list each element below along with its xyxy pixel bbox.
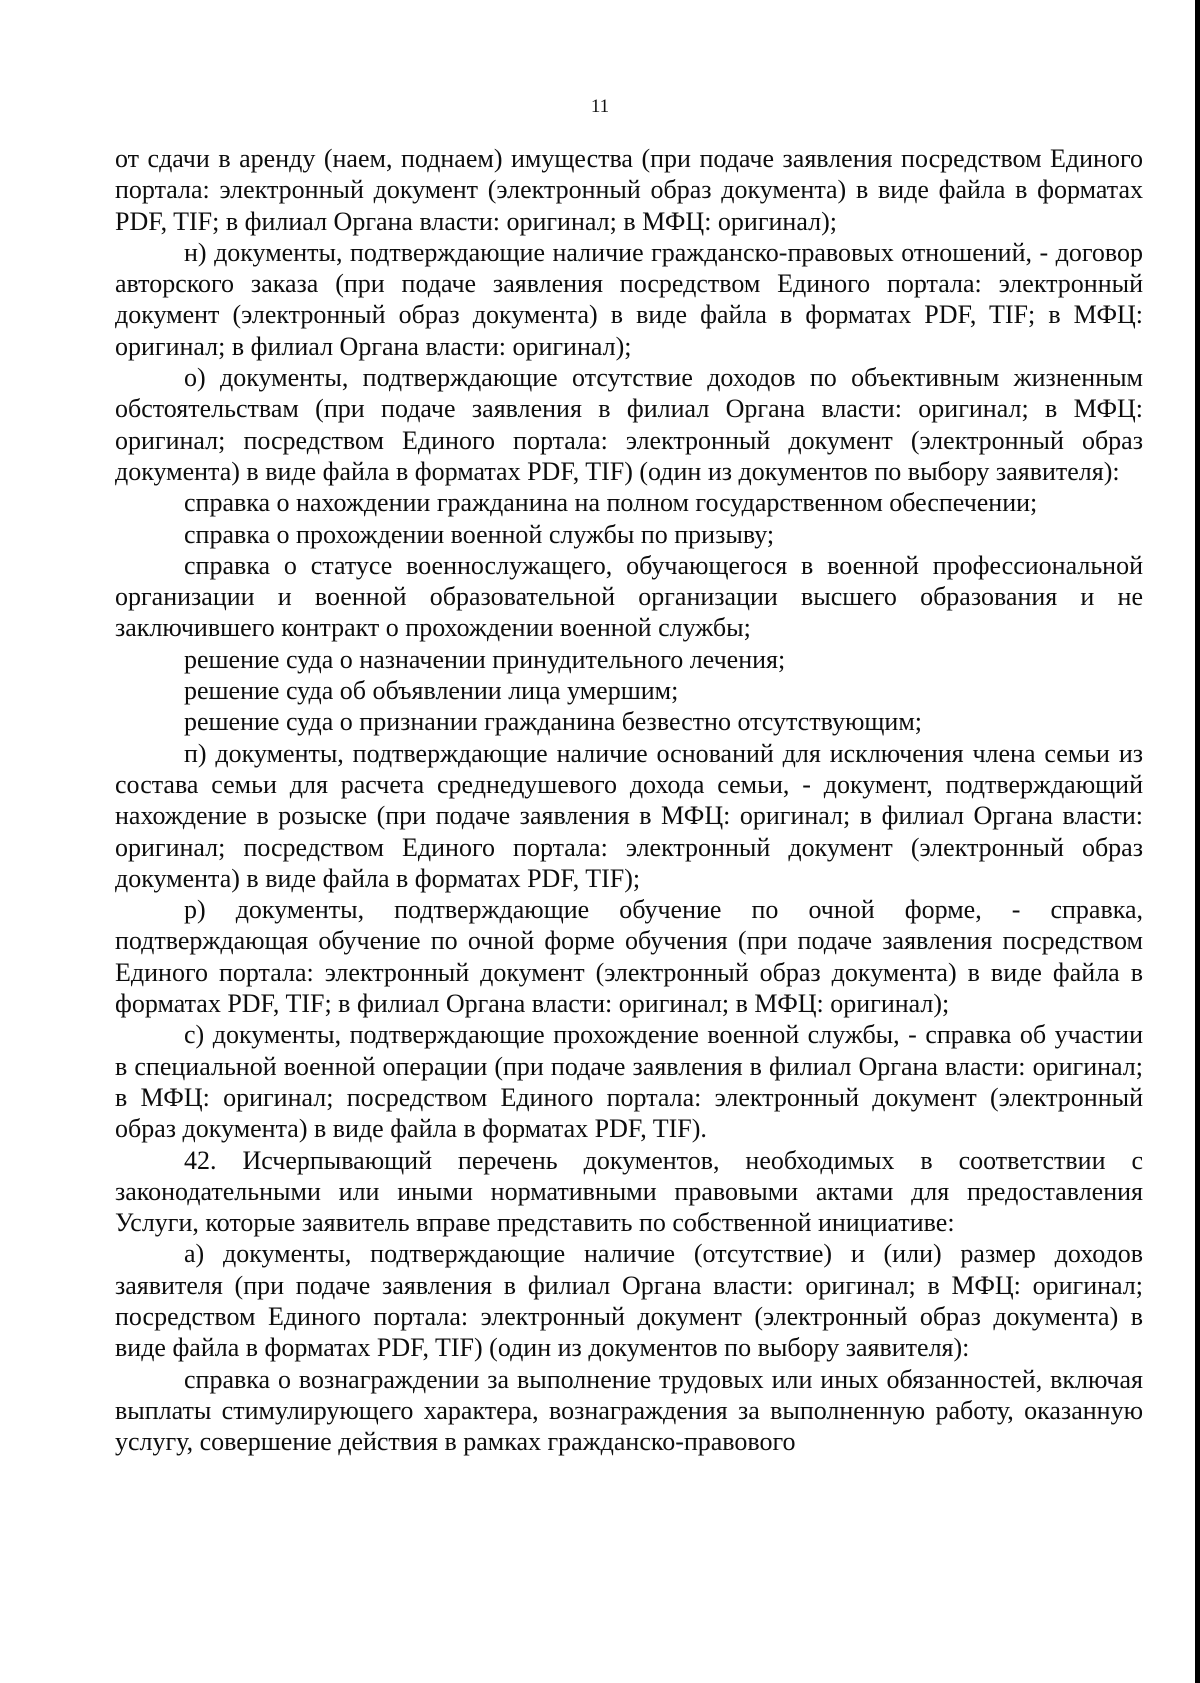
paragraph: справка о нахождении гражданина на полном государственном обеспечении;: [184, 488, 1038, 518]
scan-edge: [1195, 0, 1200, 1683]
paragraph: а) документы, подтверждающие наличие (отсутствие) и (или) размер доходов заявителя (при подаче заявления в филиал Органа власти: оригинал; в МФЦ: оригинал; посредством Единого портала: электронный документ (электронный образ документа) в виде файла в форматах PDF, TIF) (один из документов по выбору заявителя):: [115, 1239, 1143, 1363]
paragraph: н) документы, подтверждающие наличие гражданско-правовых отношений, - договор авторского заказа (при подаче заявления посредством Единого портала: электронный документ (электронный образ документа) в виде файла в форматах PDF, TIF; в МФЦ: оригинал; в филиал Органа власти: оригинал);: [115, 237, 1143, 361]
paragraph: с) документы, подтверждающие прохождение военной службы, - справка об участии в специальной военной операции (при подаче заявления в филиал Органа власти: оригинал; в МФЦ: оригинал; посредством Единого портала: электронный документ (электронный образ документа) в виде файла в форматах PDF, TIF).: [115, 1020, 1143, 1144]
paragraph: р) документы, подтверждающие обучение по очной форме, - справка, подтверждающая обучение по очной форме обучения (при подаче заявления посредством Единого портала: электронный документ (электронный образ документа) в виде файла в форматах PDF, TIF; в филиал Органа власти: оригинал; в МФЦ: оригинал);: [115, 895, 1143, 1019]
paragraph: о) документы, подтверждающие отсутствие доходов по объективным жизненным обстоятельствам (при подаче заявления в филиал Органа власти: оригинал; в МФЦ: оригинал; посредством Единого портала: электронный документ (электронный образ документа) в виде файла в форматах PDF, TIF) (один из документов по выбору заявителя):: [115, 363, 1143, 486]
paragraph: справка о статусе военнослужащего, обучающегося в военной профессиональной организации и военной образовательной организации высшего образования и не заключившего контракт о прохождении военной службы;: [115, 550, 1143, 643]
page-number: 11: [590, 96, 610, 117]
paragraph: решение суда о признании гражданина безвестно отсутствующим;: [184, 707, 922, 737]
paragraph: от сдачи в аренду (наем, поднаем) имущества (при подаче заявления посредством Единого портала: электронный документ (электронный образ документа) в виде файла в форматах PDF, TIF; в филиал Органа власти: оригинал; в МФЦ: оригинал);: [115, 144, 1143, 236]
paragraph: 42. Исчерпывающий перечень документов, необходимых в соответствии с законодательными или иными нормативными правовыми актами для предоставления Услуги, которые заявитель вправе представить по собственной инициативе:: [115, 1145, 1143, 1238]
document-body: [115, 143, 1143, 1457]
paragraph: справка о вознаграждении за выполнение трудовых или иных обязанностей, включая выплаты стимулирующего характера, вознаграждения за выполненную работу, оказанную услугу, совершение действия в рамках гражданско-правового: [115, 1364, 1143, 1457]
paragraph: п) документы, подтверждающие наличие оснований для исключения члена семьи из состава семьи для расчета среднедушевого дохода семьи, - документ, подтверждающий нахождение в розыске (при подаче заявления в МФЦ: оригинал; в филиал Органа власти: оригинал; посредством Единого портала: электронный документ (электронный образ документа) в виде файла в форматах PDF, TIF);: [115, 738, 1143, 893]
paragraph: решение суда о назначении принудительного лечения;: [184, 644, 786, 674]
paragraph: справка о прохождении военной службы по призыву;: [184, 519, 775, 549]
paragraph: решение суда об объявлении лица умершим;: [184, 676, 679, 706]
